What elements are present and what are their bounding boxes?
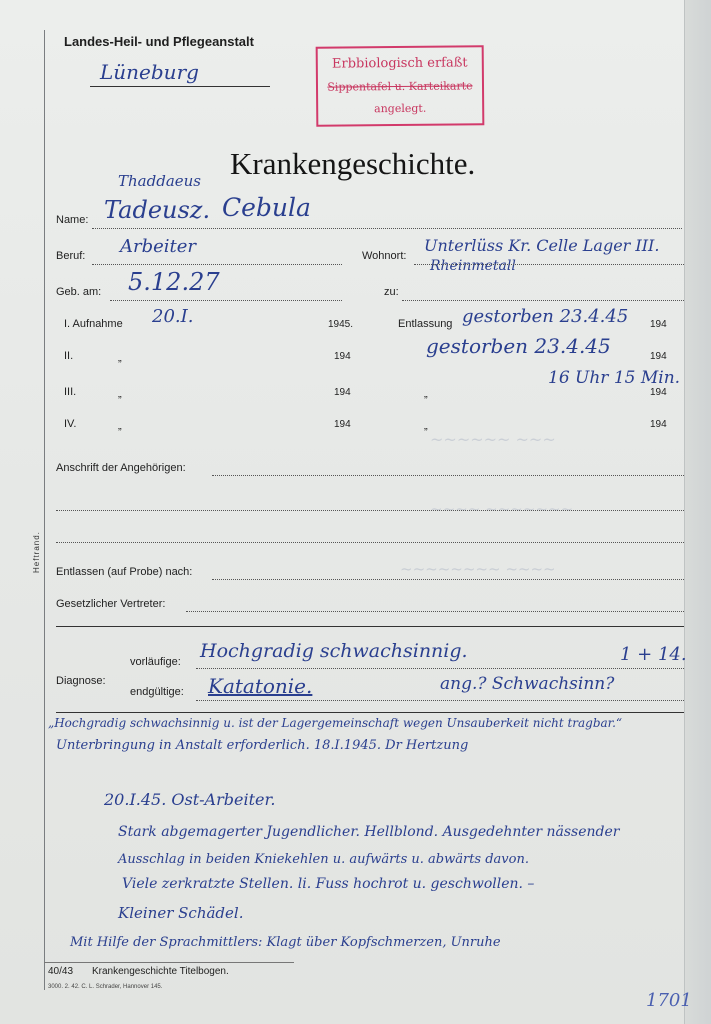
relatives-line bbox=[212, 475, 684, 476]
name-first-alt: Thaddaeus bbox=[118, 172, 201, 190]
page-number: 1701 bbox=[646, 990, 692, 1011]
admission-year: 194 bbox=[334, 351, 351, 362]
discharge-label: „ bbox=[424, 420, 428, 432]
section-rule bbox=[56, 626, 684, 627]
record-line: 20.I.45. Ost-Arbeiter. bbox=[104, 790, 276, 809]
relatives-line-3 bbox=[56, 542, 684, 543]
bleed-through-mark: ~~~~~~ ~~~ bbox=[430, 430, 556, 449]
record-line: Mit Hilfe der Sprachmittlers: Klagt über Kopfschmerzen, Unruhe bbox=[70, 935, 501, 950]
name-first: Tadeusz. bbox=[104, 196, 211, 224]
diagnose-endg-label: endgültige: bbox=[130, 686, 184, 698]
wohnort-label: Wohnort: bbox=[362, 250, 407, 262]
place-underline bbox=[90, 86, 270, 87]
diagnose-endg-line bbox=[196, 700, 684, 701]
beruf-value: Arbeiter bbox=[120, 236, 197, 257]
wohnort-value-2: Rheinmetall bbox=[430, 258, 516, 274]
wohnort-value: Unterlüss Kr. Celle Lager III. bbox=[424, 236, 660, 255]
geb-value: 5.12.27 bbox=[128, 268, 220, 296]
discharge-value: gestorben 23.4.45 bbox=[426, 334, 611, 358]
discharge-value: gestorben 23.4.45 bbox=[462, 306, 629, 327]
ditto-mark: „ bbox=[118, 388, 122, 400]
admission-label: III. bbox=[64, 386, 77, 398]
name-line bbox=[92, 228, 682, 229]
admission-label: II. bbox=[64, 350, 74, 362]
beruf-line bbox=[92, 264, 342, 265]
discharge-value: 16 Uhr 15 Min. bbox=[548, 368, 681, 388]
diagnose-label: Diagnose: bbox=[56, 675, 106, 687]
institution-place: Lüneburg bbox=[100, 60, 199, 84]
diagnose-vorl-label: vorläufige: bbox=[130, 656, 181, 668]
form-number: 40/43 bbox=[48, 966, 74, 977]
discharge-year: 194 bbox=[650, 319, 667, 330]
record-line: Kleiner Schädel. bbox=[118, 904, 244, 922]
institution-name: Landes-Heil- und Pflegeanstalt bbox=[64, 34, 254, 49]
zu-line bbox=[402, 300, 684, 301]
underlying-page-edge bbox=[684, 0, 711, 1024]
bleed-through-mark: ~~~~ ~~~~~~~ bbox=[430, 500, 574, 518]
binding-margin-line bbox=[44, 30, 45, 990]
wohnort-line bbox=[414, 264, 684, 265]
zu-label: zu: bbox=[384, 286, 399, 298]
discharge-year: 194 bbox=[650, 419, 667, 430]
stamp-line-1: Erbbiologisch erfaßt bbox=[331, 55, 468, 72]
admission-note-line: Unterbringung in Anstalt erforderlich. 18.I.1945. Dr Hertzung bbox=[56, 738, 469, 753]
ditto-mark: „ bbox=[118, 420, 122, 432]
discharge-label: „ bbox=[424, 388, 428, 400]
admission-label: IV. bbox=[64, 418, 77, 430]
admission-date: 20.I. bbox=[152, 306, 194, 327]
diagnose-annotation-mid: ang.? Schwachsinn? bbox=[440, 674, 615, 694]
admission-note-line: „Hochgradig schwachsinnig u. ist der Lagergemeinschaft wegen Unsauberkeit nicht tragbar.“ bbox=[48, 716, 623, 730]
discharge-year: 194 bbox=[650, 387, 667, 398]
discharge-label: Entlassung bbox=[398, 318, 453, 330]
diagnose-vorl-line bbox=[196, 668, 684, 669]
beruf-label: Beruf: bbox=[56, 250, 86, 262]
bleed-through-mark: ~~~~~~~~ ~~~~ bbox=[400, 560, 556, 578]
name-label: Name: bbox=[56, 214, 89, 226]
record-line: Stark abgemagerter Jugendlicher. Hellblond. Ausgedehnter nässender bbox=[118, 824, 620, 840]
relatives-line-2 bbox=[56, 510, 684, 511]
entlassen-line bbox=[212, 579, 684, 580]
vertreter-line bbox=[186, 611, 684, 612]
binding-margin-label: Heftrand. bbox=[32, 531, 41, 573]
section-rule-2 bbox=[56, 712, 684, 713]
admission-year: 1945. bbox=[328, 319, 354, 330]
stamp-line-2: Sippentafel u. Karteikarte bbox=[327, 79, 473, 94]
ditto-mark: „ bbox=[118, 352, 122, 364]
record-line: Viele zerkratzte Stellen. li. Fuss hochrot u. geschwollen. – bbox=[122, 876, 535, 892]
geb-line bbox=[110, 300, 342, 301]
footer-rule bbox=[44, 962, 294, 963]
relatives-label: Anschrift der Angehörigen: bbox=[56, 462, 186, 474]
diagnose-vorl-value: Hochgradig schwachsinnig. bbox=[200, 640, 468, 662]
erbbiologisch-stamp bbox=[316, 45, 485, 126]
vertreter-label: Gesetzlicher Vertreter: bbox=[56, 598, 166, 610]
printer-line: 3000. 2. 42. C. L. Schrader, Hannover 145. bbox=[48, 984, 163, 990]
name-last: Cebula bbox=[222, 193, 311, 222]
record-line: Ausschlag in beiden Kniekehlen u. aufwärts u. abwärts davon. bbox=[118, 852, 529, 867]
discharge-year: 194 bbox=[650, 351, 667, 362]
admission-year: 194 bbox=[334, 419, 351, 430]
form-title: Krankengeschichte Titelbogen. bbox=[92, 966, 229, 977]
diagnose-endg-value: Katatonie. bbox=[208, 674, 313, 698]
document-title: Krankengeschichte. bbox=[230, 146, 476, 181]
diagnose-annotation-right: 1 + 14. bbox=[620, 644, 687, 665]
entlassen-label: Entlassen (auf Probe) nach: bbox=[56, 566, 193, 578]
admission-year: 194 bbox=[334, 387, 351, 398]
admission-label: I. Aufnahme bbox=[64, 318, 123, 330]
stamp-line-3: angelegt. bbox=[374, 101, 427, 116]
geb-label: Geb. am: bbox=[56, 286, 102, 298]
